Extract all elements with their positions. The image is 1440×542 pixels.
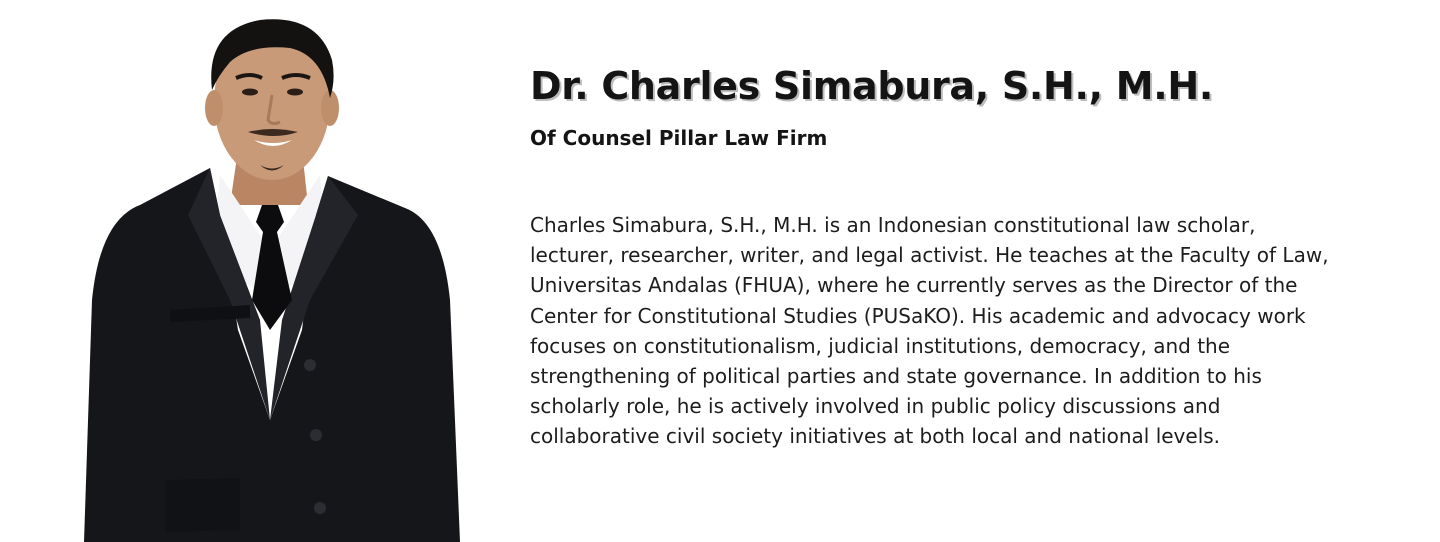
profile-role: Of Counsel Pillar Law Firm — [530, 126, 828, 150]
profile-bio: Charles Simabura, S.H., M.H. is an Indonesian constitutional law scholar, lecturer, researcher, writer, and legal activist. He teaches at the Faculty of Law, Universitas Andalas (FHUA), where he currently serves as the Director of the Center for Constitutional Studies (PUSaKO). His academic and advocacy work focuses on constitutionalism, judicial institutions, democracy, and the strengthening of political parties and state governance. In addition to his scholarly role, he is actively involved in public policy discussions and collaborative civil society initiatives at both local and national levels. — [530, 213, 1329, 449]
profile-name: Dr. Charles Simabura, S.H., M.H. — [530, 64, 1214, 108]
profile-photo — [70, 0, 470, 542]
